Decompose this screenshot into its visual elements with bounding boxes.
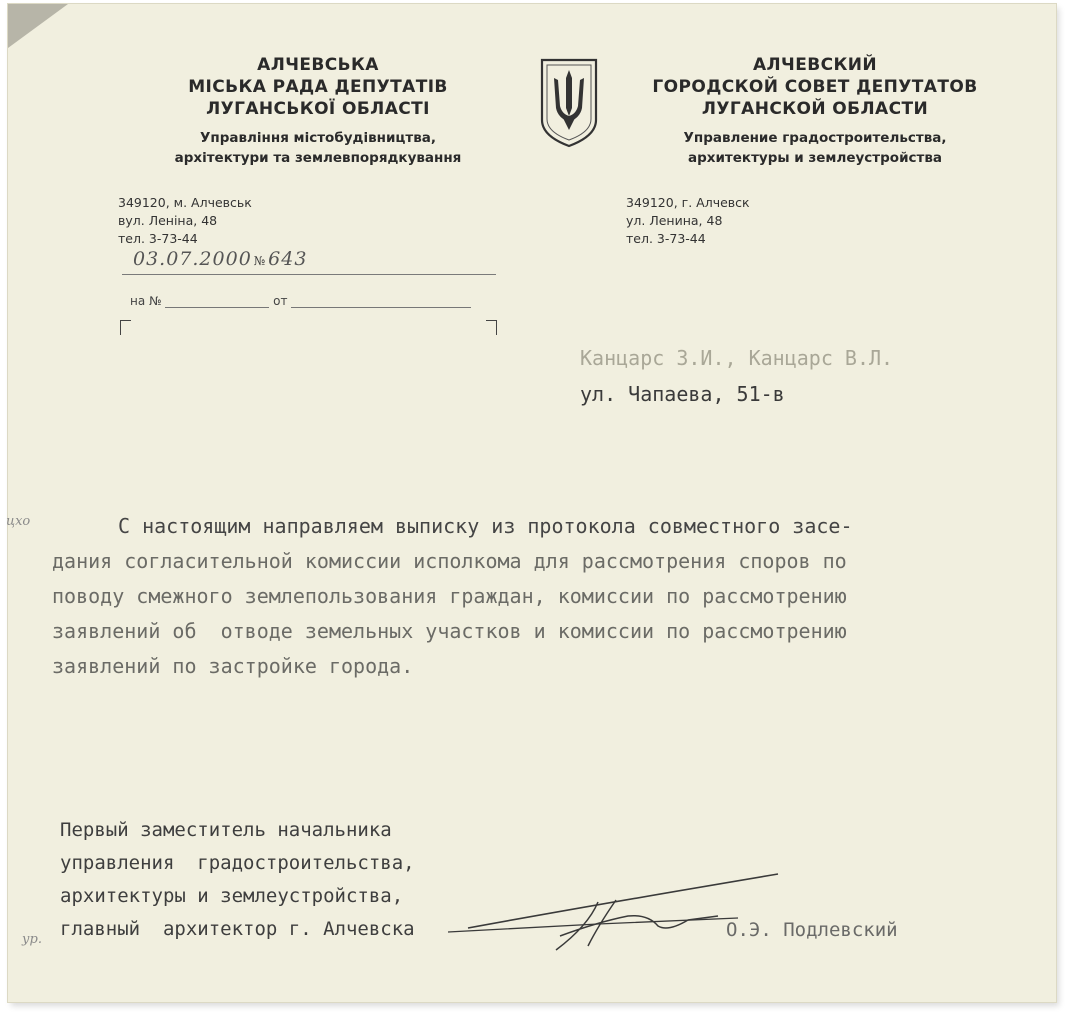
address-left-street: вул. Леніна, 48 bbox=[118, 213, 218, 228]
address-right-postal: 349120, г. Алчевск bbox=[626, 195, 750, 210]
signer-title-line4: главный архитектор г. Алчевска bbox=[60, 918, 415, 940]
header-left-dept2: архітектури та землевпорядкування bbox=[174, 150, 462, 166]
body-line-4: заявлений об отводе земельных участков и комиссии по рассмотрению bbox=[52, 619, 847, 643]
margin-note-top: цхо bbox=[6, 514, 31, 529]
reference-line bbox=[130, 294, 471, 308]
address-right-phone: тел. 3-73-44 bbox=[626, 231, 706, 246]
number-label: № bbox=[253, 254, 267, 268]
signer-title-line3: архитектуры и землеустройства, bbox=[60, 885, 404, 907]
address-right bbox=[626, 194, 750, 248]
outgoing-date: 03.07.2000 bbox=[133, 248, 252, 270]
header-left-line1: АЛЧЕВСЬКА bbox=[257, 55, 379, 75]
recipient bbox=[580, 340, 893, 412]
header-right-line1: АЛЧЕВСКИЙ bbox=[752, 55, 877, 75]
outgoing-date-number bbox=[133, 248, 307, 270]
body-line-1: С настоящим направляем выписку из протокола совместного засе- bbox=[118, 514, 853, 538]
folded-corner bbox=[8, 4, 68, 48]
recipient-names: Канцарс З.И., Канцарс В.Л. bbox=[580, 346, 894, 370]
reference-date-blank bbox=[291, 307, 471, 308]
header-right-dept1: Управление градостроительства, bbox=[683, 130, 947, 146]
header-left-line3: ЛУГАНСЬКОЇ ОБЛАСТІ bbox=[206, 99, 430, 119]
header-right-dept2: архитектуры и землеустройства bbox=[687, 150, 943, 166]
address-right-street: ул. Ленина, 48 bbox=[626, 213, 723, 228]
outgoing-number: 643 bbox=[268, 248, 308, 270]
reference-number-blank bbox=[165, 307, 269, 308]
body-line-5: заявлений по застройке города. bbox=[52, 654, 414, 678]
margin-note-bottom: ур. bbox=[22, 932, 42, 947]
address-left-postal: 349120, м. Алчевськ bbox=[118, 195, 252, 210]
reference-na-label: на № bbox=[130, 294, 162, 308]
handwritten-signature bbox=[448, 866, 808, 956]
date-underline bbox=[122, 274, 496, 275]
letter-body bbox=[52, 509, 962, 684]
address-bracket-right bbox=[486, 320, 497, 335]
recipient-address: ул. Чапаева, 51-в bbox=[580, 382, 785, 406]
header-left bbox=[158, 54, 478, 168]
signer-title-line1: Первый заместитель начальника bbox=[60, 819, 392, 841]
header-right-line3: ЛУГАНСКОЙ ОБЛАСТИ bbox=[701, 99, 929, 119]
body-line-3: поводу смежного землепользования граждан, комиссии по рассмотрению bbox=[52, 584, 847, 608]
header-left-dept1: Управління містобудівництва, bbox=[199, 130, 437, 146]
body-line-2: дания согласительной комиссии исполкома для рассмотрения споров по bbox=[52, 549, 847, 573]
letter-page bbox=[8, 4, 1056, 1002]
header-left-line2: МІСЬКА РАДА ДЕПУТАТІВ bbox=[188, 77, 448, 97]
header-right bbox=[640, 54, 990, 168]
header-right-line2: ГОРОДСКОЙ СОВЕТ ДЕПУТАТОВ bbox=[652, 77, 978, 97]
signature-block bbox=[60, 814, 415, 946]
address-bracket-left bbox=[120, 320, 131, 335]
address-left bbox=[118, 194, 252, 248]
signer-title-line2: управления градостроительства, bbox=[60, 852, 415, 874]
address-left-phone: тел. 3-73-44 bbox=[118, 231, 198, 246]
coat-of-arms-icon bbox=[538, 56, 600, 148]
reference-ot-label: от bbox=[273, 294, 288, 308]
signer-name: О.Э. Подлевский bbox=[726, 919, 898, 941]
